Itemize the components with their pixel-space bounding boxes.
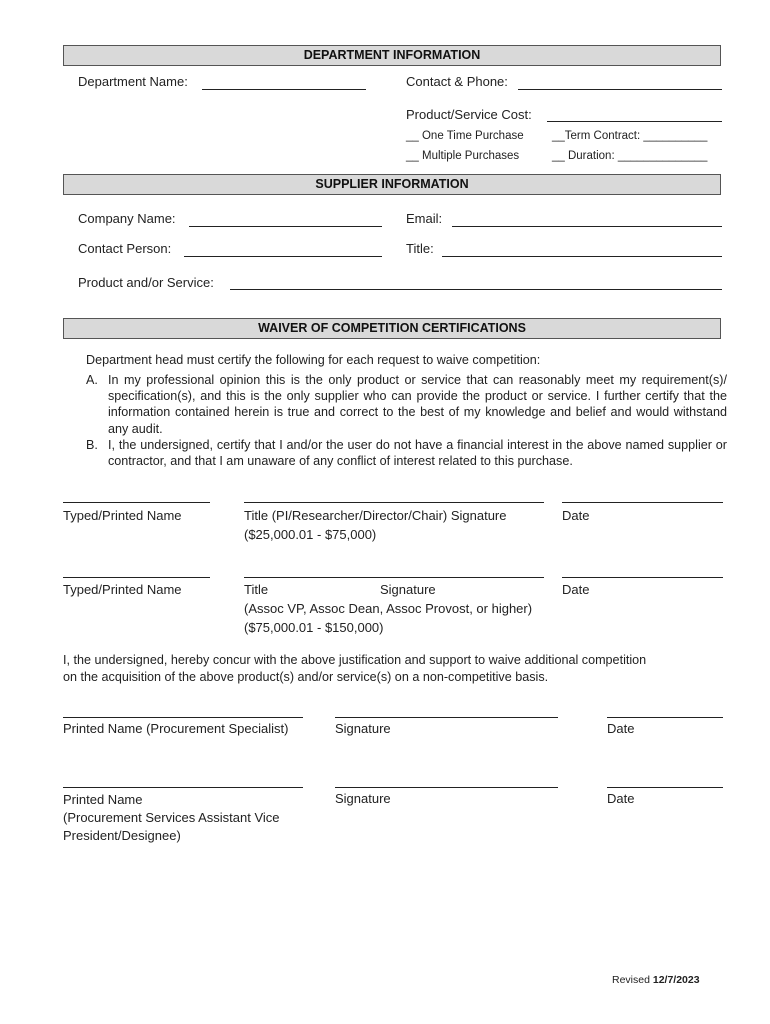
revision-note xyxy=(612,974,700,986)
contact-phone-field[interactable] xyxy=(518,89,722,90)
assistant-vp-signature-label: Signature xyxy=(335,791,391,806)
assistant-vp-date-label: Date xyxy=(607,791,635,806)
duration-option[interactable]: __ Duration: ______________ xyxy=(552,150,708,162)
contact-phone-label: Contact & Phone: xyxy=(406,74,508,89)
amount-range-2: ($75,000.01 - $150,000) xyxy=(244,620,384,635)
signature-label-2: Signature xyxy=(380,582,436,597)
procurement-specialist-signature-label: Signature xyxy=(335,721,391,736)
waiver-header: WAIVER OF COMPETITION CERTIFICATIONS xyxy=(63,318,721,339)
typed-printed-name-label-2: Typed/Printed Name xyxy=(63,582,182,597)
title-signature-line-1[interactable] xyxy=(244,502,544,503)
procurement-specialist-name-label: Printed Name (Procurement Specialist) xyxy=(63,721,289,736)
assistant-vp-signature-line[interactable] xyxy=(335,787,558,788)
department-information-header: DEPARTMENT INFORMATION xyxy=(63,45,721,66)
title-field[interactable] xyxy=(442,256,722,257)
procurement-specialist-signature-line[interactable] xyxy=(335,717,558,718)
assistant-vp-date-line[interactable] xyxy=(607,787,723,788)
product-service-label: Product and/or Service: xyxy=(78,275,214,290)
title-signature-label-1: Title (PI/Researcher/Director/Chair) Signature xyxy=(244,508,507,523)
typed-printed-name-label-1: Typed/Printed Name xyxy=(63,508,182,523)
email-field[interactable] xyxy=(452,226,722,227)
revision-date: 12/7/2023 xyxy=(652,974,700,986)
title-label-2: Title xyxy=(244,582,269,597)
printed-name-line-2[interactable] xyxy=(63,577,210,578)
company-name-label: Company Name: xyxy=(78,211,176,226)
product-service-cost-label: Product/Service Cost: xyxy=(406,107,532,122)
printed-name-line-1[interactable] xyxy=(63,502,210,503)
supplier-information-header: SUPPLIER INFORMATION xyxy=(63,174,721,195)
procurement-specialist-name-line[interactable] xyxy=(63,717,303,718)
amount-range-1: ($25,000.01 - $75,000) xyxy=(244,527,377,542)
date-label-2: Date xyxy=(562,582,590,597)
one-time-purchase-option[interactable]: __ One Time Purchase xyxy=(406,130,524,142)
product-service-cost-field[interactable] xyxy=(547,121,722,122)
item-b-text: I, the undersigned, certify that I and/or the user do not have a financial interest in the above named supplier or contractor, and that I am unaware of any conflict of interest related to this purchase. xyxy=(108,438,727,469)
title-signature-line-2[interactable] xyxy=(244,577,544,578)
email-label: Email: xyxy=(406,211,443,226)
contact-person-field[interactable] xyxy=(184,256,382,257)
term-contract-option[interactable]: __Term Contract: __________ xyxy=(552,130,708,142)
item-b-marker: B. xyxy=(86,438,98,452)
revised-label: Revised xyxy=(612,974,650,986)
item-a-marker: A. xyxy=(86,373,98,387)
concur-statement-line-2: on the acquisition of the above product(s) and/or service(s) on a non-competitive basis. xyxy=(63,670,549,684)
role-requirement-2: (Assoc VP, Assoc Dean, Assoc Provost, or higher) xyxy=(244,601,533,616)
department-name-field[interactable] xyxy=(202,89,366,90)
concur-statement-line-1: I, the undersigned, hereby concur with the above justification and support to waive additional competition xyxy=(63,653,647,667)
waiver-intro: Department head must certify the following for each request to waive competition: xyxy=(86,353,541,367)
title-label: Title: xyxy=(406,241,434,256)
assistant-vp-name-line[interactable] xyxy=(63,787,303,788)
assistant-vp-name-label: Printed Name xyxy=(63,792,143,807)
date-line-1[interactable] xyxy=(562,502,723,503)
date-label-1: Date xyxy=(562,508,590,523)
procurement-specialist-date-line[interactable] xyxy=(607,717,723,718)
item-a-text: In my professional opinion this is the only product or service that can reasonably meet my requirement(s)/ specification(s), and this is the only supplier who can provide the product or service. I further certify that the information contained herein is true and correct to the best of my knowledge and belief and would withstand any audit. xyxy=(108,373,727,436)
multiple-purchases-option[interactable]: __ Multiple Purchases xyxy=(406,150,520,162)
assistant-vp-role-line-2: President/Designee) xyxy=(63,828,181,843)
date-line-2[interactable] xyxy=(562,577,723,578)
company-name-field[interactable] xyxy=(189,226,382,227)
department-name-label: Department Name: xyxy=(78,74,188,89)
procurement-specialist-date-label: Date xyxy=(607,721,635,736)
product-service-field[interactable] xyxy=(230,289,722,290)
contact-person-label: Contact Person: xyxy=(78,241,172,256)
assistant-vp-role-line-1: (Procurement Services Assistant Vice xyxy=(63,810,280,825)
